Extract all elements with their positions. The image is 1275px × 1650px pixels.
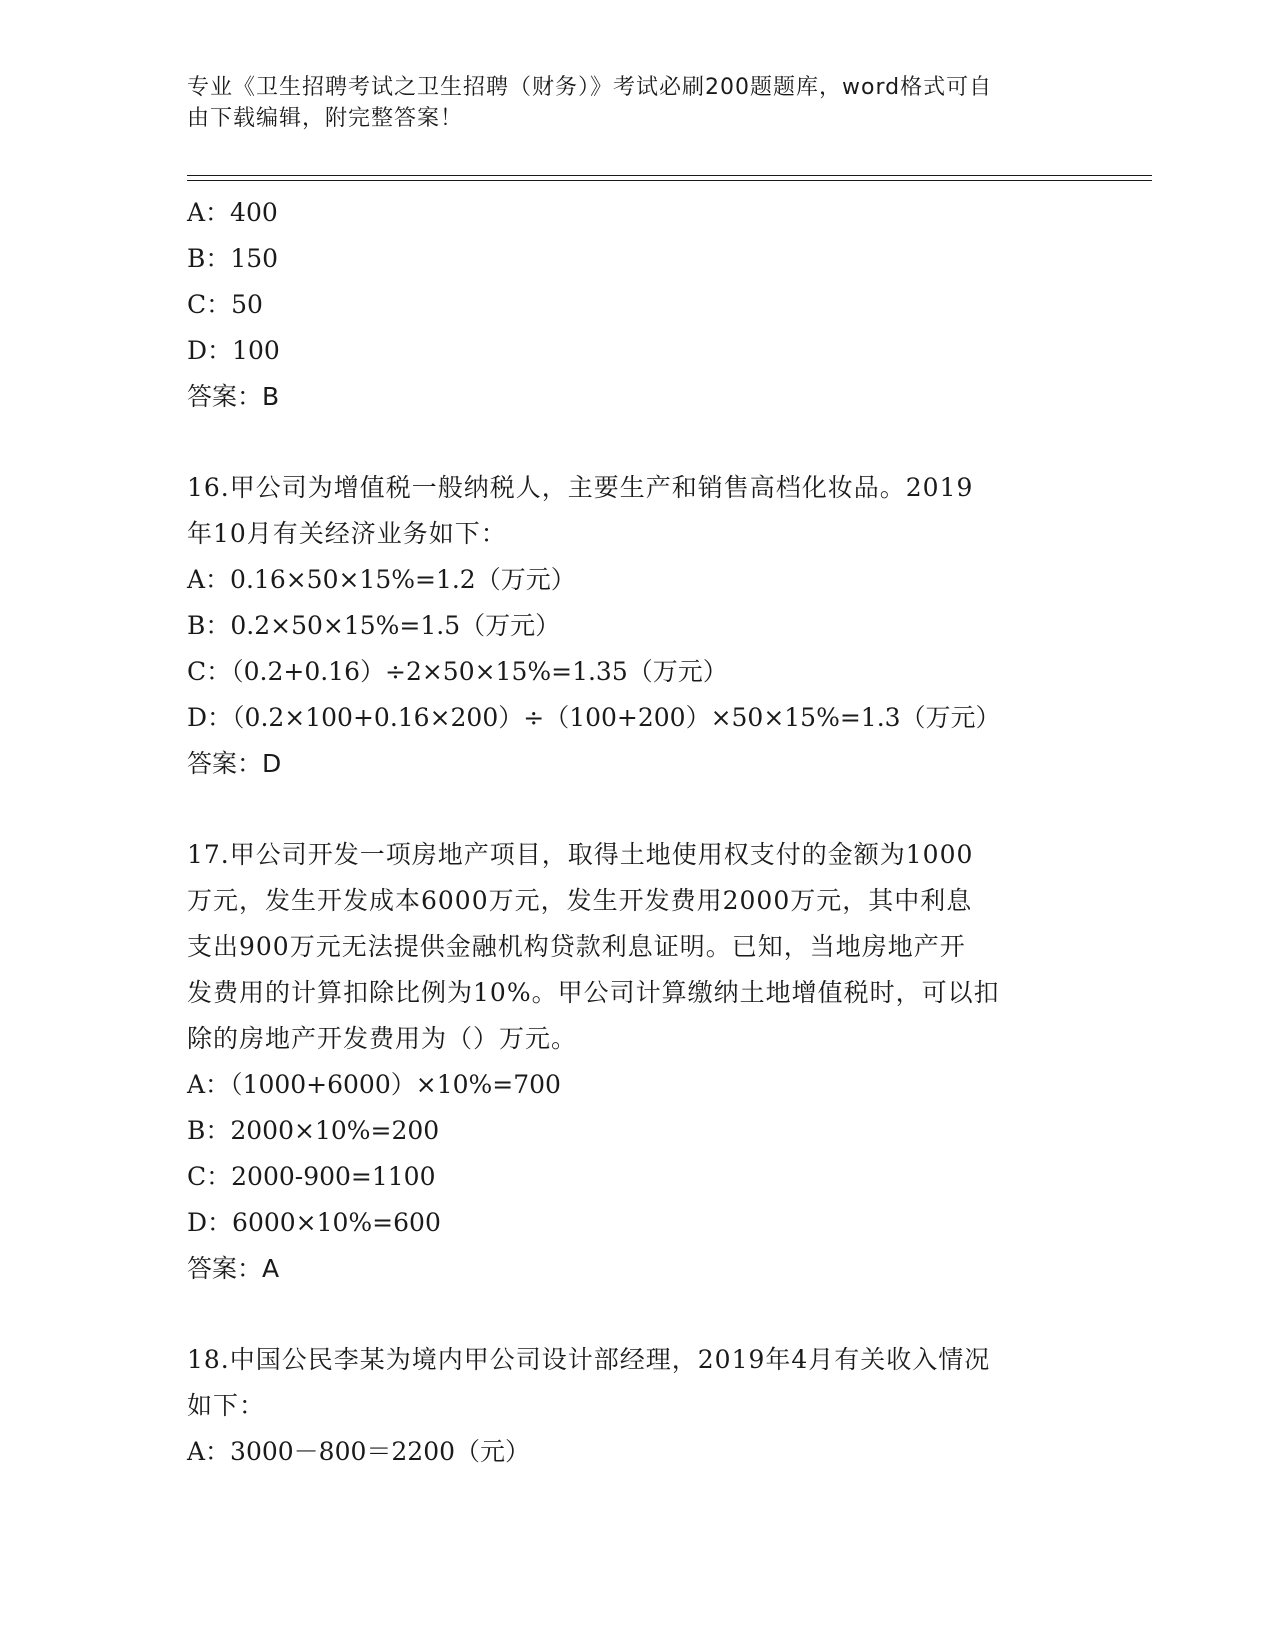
question-18 — [187, 1337, 1087, 1475]
option-b: B：150 — [187, 244, 279, 273]
option-d: D：（0.2×100+0.16×200）÷（100+200）×50×15%=1.3（万元） — [187, 703, 1001, 732]
question-stem: 万元，发生开发成本6000万元，发生开发费用2000万元，其中利息 — [187, 886, 973, 915]
question-17 — [187, 832, 1087, 1292]
header-title-line-2: 由下载编辑，附完整答案！ — [187, 106, 464, 131]
answer: 答案：A — [187, 1254, 280, 1283]
option-b: B：2000×10%=200 — [187, 1116, 440, 1145]
question-stem: 17.甲公司开发一项房地产项目，取得土地使用权支付的金额为1000 — [187, 840, 974, 869]
question-stem: 除的房地产开发费用为（）万元。 — [187, 1024, 578, 1053]
question-stem: 16.甲公司为增值税一般纳税人，主要生产和销售高档化妆品。2019 — [187, 473, 974, 502]
header-title-line-1: 专业《卫生招聘考试之卫生招聘（财务）》考试必刷200题题库，word格式可自 — [187, 75, 993, 100]
header-divider-bottom — [187, 180, 1152, 181]
option-c: C：（0.2+0.16）÷2×50×15%=1.35（万元） — [187, 657, 728, 686]
option-c: C：2000-900=1100 — [187, 1162, 436, 1191]
spacer — [187, 787, 1087, 832]
option-d: D：6000×10%=600 — [187, 1208, 441, 1237]
option-a: A：（1000+6000）×10%=700 — [187, 1070, 561, 1099]
spacer — [187, 420, 1087, 465]
answer: 答案：B — [187, 382, 280, 411]
spacer — [187, 1292, 1087, 1337]
question-stem: 18.中国公民李某为境内甲公司设计部经理，2019年4月有关收入情况 — [187, 1345, 991, 1374]
header-divider-top — [187, 175, 1152, 176]
option-c: C：50 — [187, 290, 263, 319]
option-a: A：0.16×50×15%=1.2（万元） — [187, 565, 576, 594]
question-stem: 如下： — [187, 1391, 266, 1420]
option-a: A：3000－800＝2200（元） — [187, 1437, 531, 1466]
option-d: D：100 — [187, 336, 280, 365]
question-stem: 年10月有关经济业务如下： — [187, 519, 507, 548]
option-a: A：400 — [187, 198, 278, 227]
question-15 — [187, 190, 1087, 420]
question-stem: 支出900万元无法提供金融机构贷款利息证明。已知，当地房地产开 — [187, 932, 966, 961]
document-body — [187, 190, 1087, 1475]
question-stem: 发费用的计算扣除比例为10%。甲公司计算缴纳土地增值税时，可以扣 — [187, 978, 1000, 1007]
question-16 — [187, 465, 1087, 787]
document-header — [187, 72, 1067, 134]
answer: 答案：D — [187, 749, 282, 778]
option-b: B：0.2×50×15%=1.5（万元） — [187, 611, 561, 640]
